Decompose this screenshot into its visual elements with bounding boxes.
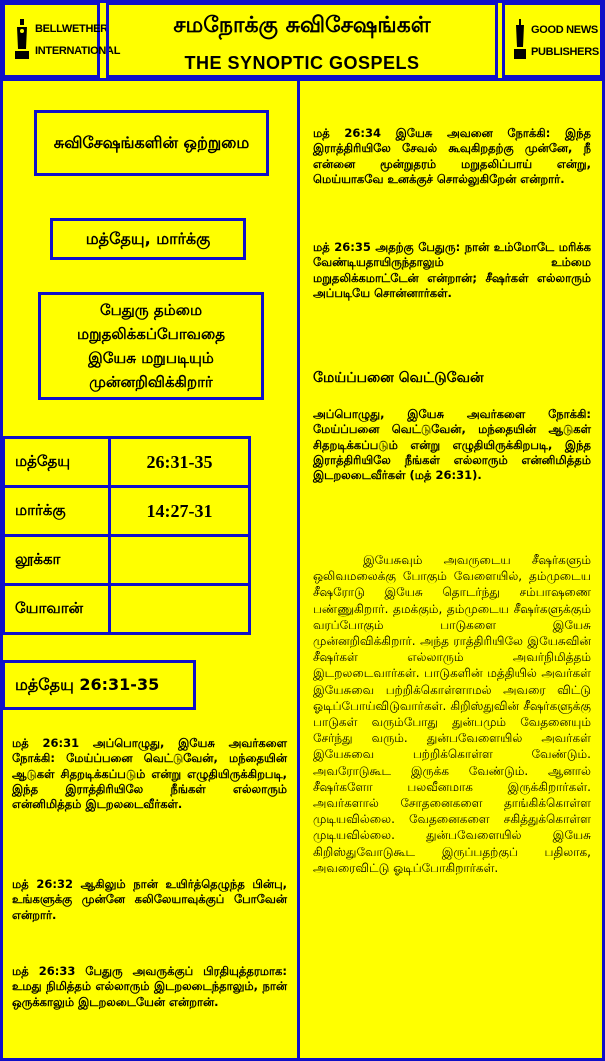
book-cell: மார்க்கு [4,487,110,536]
table-row [4,585,250,634]
header-divider [0,78,605,81]
book-cell: யோவான் [4,585,110,634]
unity-box-text: சுவிசேஷங்களின் ஒற்றுமை [53,133,250,152]
commentary-paragraph: இயேசுவும் அவருடைய சீஷர்களும் ஒலிவமலைக்கு போகும் வேளையில், தம்முடைய சீஷரோடு இயேசு தொடர்ந்து சம்பாஷணை பண்ணுகிறார். தமக்கும், தம்முடைய சீஷர்களுக்கும் வரப்போகும் பாடுகளை இயேசு முன்னறிவிக்கிறார். அந்த ராத்திரியிலே இயேசுவின் சீஷர்கள் எல்லாரும் அவர்நிமித்தம் இடறலடைவார்கள். பாடுகளின் மத்தியில் அவர்கள் இயேசுவை பற்றிக்கொள்ளாமல் அவரை விட்டு ஓடிப்போய்விடுவார்கள். கிறிஸ்துவின் சீஷர்களுக்கு பாடுகள் வரும்போது துன்பமும் வேதனையும் சேர்ந்து வரும். துன்பவேளையில் அவர்கள் இயேசுவை பற்றிக்கொள்ள வேண்டும். அவரோடுகூட இருக்க வேண்டும். ஆனால் சீஷர்களோ பலவீனமாக இருக்கிறார்கள். அவர்களால் சோதனைகளை தாங்கிக்கொள்ள முடியவில்லை. வேதனைகளை சகித்துக்கொள்ள முடியவில்லை. துன்பவேளையில் இயேசு கிறிஸ்துவோடுகூட இருப்பதற்குப் பதிலாக, அவரைவிட்டு ஓடிப்போகிறார்கள். [313,553,591,875]
intro-paragraph: அப்பொழுது, இயேசு அவர்களை நோக்கி: மேய்ப்பனை வெட்டுவேன், மந்தையின் ஆடுகள் சிதறடிக்கப்படும் என்று எழுதியிருக்கிறபடி, இந்த இராத்திரியிலே நீங்கள் எல்லாரும் என்னிமித்தம் இடறலடைவீர்கள் (மத் 26:31). [313,407,591,483]
title-box [106,2,498,78]
book-cell: மத்தேயு [4,438,110,487]
verse-26-33: மத் 26:33 பேதுரு அவருக்குப் பிரதியுத்தரமாக: உமது நிமித்தம் எல்லாரும் இடறலடைந்தாலும், நான் ஒருக்காலும் இடறலடையேன் என்றான். [12,964,287,1009]
sheep-icon [15,19,29,59]
logo-right-line2: PUBLISHERS [531,46,599,58]
subheading: மேய்ப்பனை வெட்டுவேன் [313,370,484,386]
verse-26-32: மத் 26:32 ஆகிலும் நான் உயிர்த்தெழுந்த பின்பு, உங்களுக்கு முன்னே கலிலேயாவுக்குப் போவேன் என்றார். [12,877,287,922]
table-row [4,438,250,487]
reference-cell: 14:27-31 [110,487,250,536]
title-tamil: சமநோக்கு சுவிசேஷங்கள் [173,13,431,38]
logo-right-line1: GOOD NEWS [531,24,598,36]
page-header [0,0,605,80]
bellwether-logo [2,2,121,78]
reference-cell: 26:31-35 [110,438,250,487]
reference-cell [110,536,250,585]
section-label-box [2,660,196,710]
unity-box [34,110,269,176]
reference-table [2,436,251,635]
verse-26-34: மத் 26:34 இயேசு அவனை நோக்கி: இந்த இராத்திரியிலே சேவல் கூவுகிறதற்கு முன்னே, நீ என்னை மூன்றுதரம் மறுதலிப்பாய் என்று, மெய்யாகவே உனக்குச் சொல்லுகிறேன் என்றார். [313,126,591,186]
books-box [50,218,246,260]
verse-26-35: மத் 26:35 அதற்கு பேதுரு: நான் உம்மோடே மரிக்க வேண்டியதாயிருந்தாலும் உம்மை மறுதலிக்கமாட்டேன் என்றான்; சீஷர்கள் எல்லாரும் அப்படியே சொன்னார்கள். [313,240,591,300]
logo-left-line2: INTERNATIONAL [35,45,121,57]
column-divider [297,80,300,1061]
reference-cell [110,585,250,634]
topic-box [38,292,264,400]
table-row [4,536,250,585]
section-label: மத்தேயு 26:31-35 [15,675,160,694]
books-box-text: மத்தேயு, மார்க்கு [85,229,211,248]
lamp-icon [513,19,527,59]
good-news-logo [502,2,603,78]
book-cell: லூக்கா [4,536,110,585]
logo-left-line1: BELLWETHER [35,23,108,35]
topic-box-text: பேதுரு தம்மை மறுதலிக்கப்போவதை இயேசு மறுபடியும் முன்னறிவிக்கிறார் [77,301,225,391]
table-row [4,487,250,536]
title-english: THE SYNOPTIC GOSPELS [184,53,420,73]
verse-26-31: மத் 26:31 அப்பொழுது, இயேசு அவர்களை நோக்கி: மேய்ப்பனை வெட்டுவேன், மந்தையின் ஆடுகள் சிதறடிக்கப்படும் என்று எழுதியிருக்கிறபடி, இந்த இராத்திரியிலே நீங்கள் எல்லாரும் என்னிமித்தம் இடறலடைவீர்கள். [12,736,287,812]
